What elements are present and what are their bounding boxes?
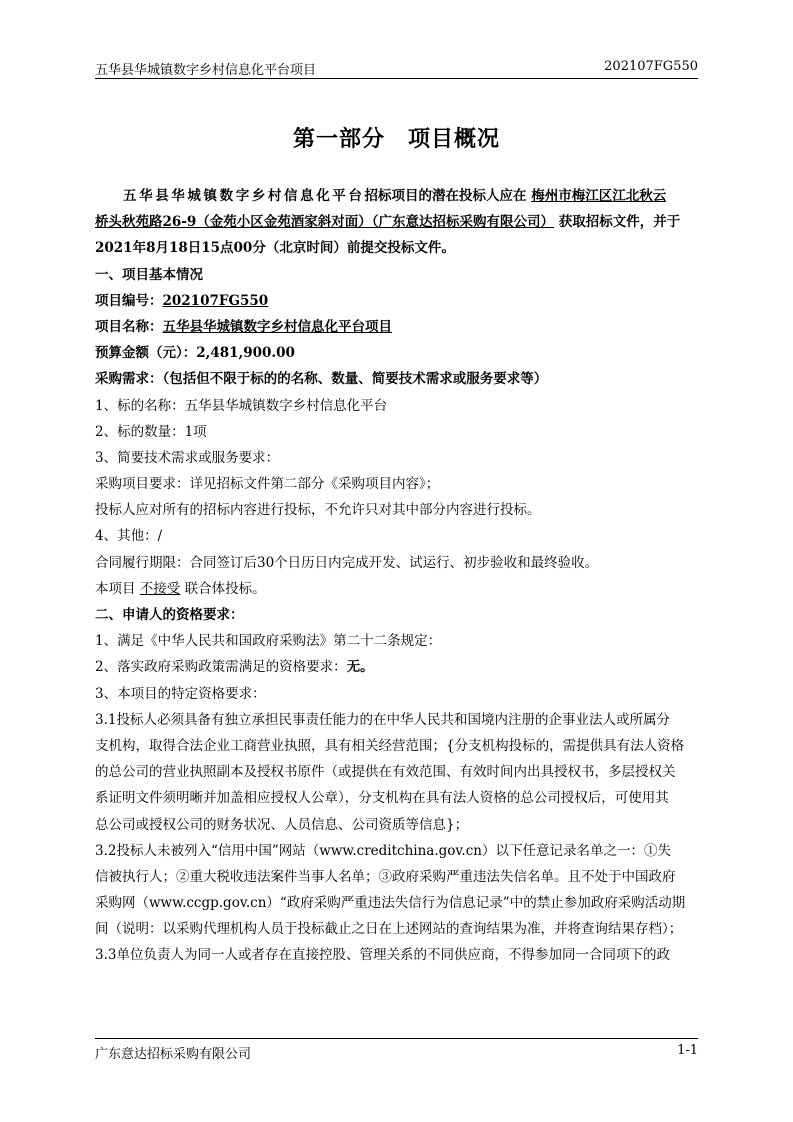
page-footer [95,1038,698,1062]
intro-address: 梅州市梅江区江北秋云 [531,188,667,204]
header-project-code: 202107FG550 [604,59,698,74]
project-name-label: 项目名称： [95,318,163,335]
intro-line-2 [95,209,698,235]
item-3: 3、简要技术需求或服务要求： [95,449,280,466]
intro-text: 招标项目的潜在投标人应在 [364,188,527,204]
item-3b: 投标人应对所有的招标内容进行投标，不允许只对其中部分内容进行投标。 [95,502,541,519]
item-3a: 采购项目要求：详见招标文件第二部分《采购项目内容》； [95,476,440,493]
intro-text-2: 获取招标文件，并于 [558,214,681,231]
section-1-heading: 一、项目基本情况 [95,266,203,283]
consortium-line [95,576,698,602]
header-project-name: 五华县华城镇数字乡村信息化平台项目 [95,63,317,78]
contract-period: 合同履行期限：合同签订后30个日历日内完成开发、试运行、初步验收和最终验收。 [95,554,599,571]
requirement-2-text: 2、落实政府采购政策需满足的资格要求： [95,659,347,676]
requirement-2-value: 无。 [346,659,374,676]
item-4: 4、其他：/ [95,528,163,545]
requirement-2 [95,654,698,680]
p32-line: 3.2投标人未被列入“信用中国”网站（www.creditchina.gov.cn）以下任意记录名单之一：①失 [95,842,671,859]
requirement-1: 1、满足《中华人民共和国政府采购法》第二十二条规定： [95,633,442,650]
intro-address-cont: 桥头秋苑路26-9（金苑小区金苑酒家斜对面）（广东意达招标采购有限公司） [95,214,555,231]
budget-line: 预算金额（元）：2,481,900.00 [95,345,295,362]
consortium-text-c: 联合体投标。 [184,580,266,597]
p32-line: 采购网（www.ccgp.gov.cn）“政府采购严重违法失信行为信息记录”中的禁止参加政府采购活动期 [95,895,686,912]
p31-line: 支机构，取得合法企业工商营业执照，具有相关经营范围；{分支机构投标的，需提供具有法人资格 [95,737,685,754]
project-code-line [95,288,698,314]
p31-line: 3.1投标人必须具备有独立承担民事责任能力的在中华人民共和国境内注册的企事业法人或所属分 [95,711,670,728]
p32-line: 信被执行人；②重大税收违法案件当事人名单；③政府采购严重违法失信名单。且不处于中国政府 [95,868,676,885]
item-2: 2、标的数量：1项 [95,423,207,440]
consortium-value: 不接受 [139,580,181,597]
project-code-value: 202107FG550 [162,292,269,309]
p33-line: 3.3单位负责人为同一人或者存在直接控股、管理关系的不同供应商，不得参加同一合同项下的政 [95,947,670,964]
project-code-label: 项目编号： [95,292,163,309]
section-2-heading: 二、申请人的资格要求： [95,607,244,623]
intro-line-3: 2021年8月18日15点00分（北京时间）前提交投标文件。 [95,240,455,257]
p31-line: 总公司或授权公司的财务状况、人员信息、公司资质等信息}； [95,816,469,833]
page-title: 第一部分 项目概况 [292,126,500,152]
page-number: 1-1 [677,1043,698,1058]
item-1: 1、标的名称：五华县华城镇数字乡村信息化平台 [95,397,388,414]
consortium-text-a: 本项目 [95,580,136,597]
page-header [95,56,698,79]
document-body [95,183,698,969]
intro-line-1 [95,183,698,209]
p31-line: 的总公司的营业执照副本及授权书原件（或提供在有效范围、有效时间内出具授权书，多层授权关 [95,764,676,781]
p31-line: 系证明文件须明晰并加盖相应授权人公章），分支机构在具有法人资格的总公司授权后，可使用其 [95,790,669,807]
project-name-line [95,314,698,340]
project-name-value: 五华县华城镇数字乡村信息化平台项目 [162,318,392,335]
intro-project-name: 五华县华城镇数字乡村信息化平台 [123,188,365,204]
requirement-heading: 采购需求：（包括但不限于标的的名称、数量、简要技术需求或服务要求等） [95,371,548,388]
requirement-3: 3、本项目的特定资格要求： [95,685,266,702]
footer-company: 广东意达招标采购有限公司 [95,1047,252,1062]
p32-line: 间（说明：以采购代理机构人员于投标截止之日在上述网站的查询结果为准，并将查询结果存档）； [95,921,683,938]
